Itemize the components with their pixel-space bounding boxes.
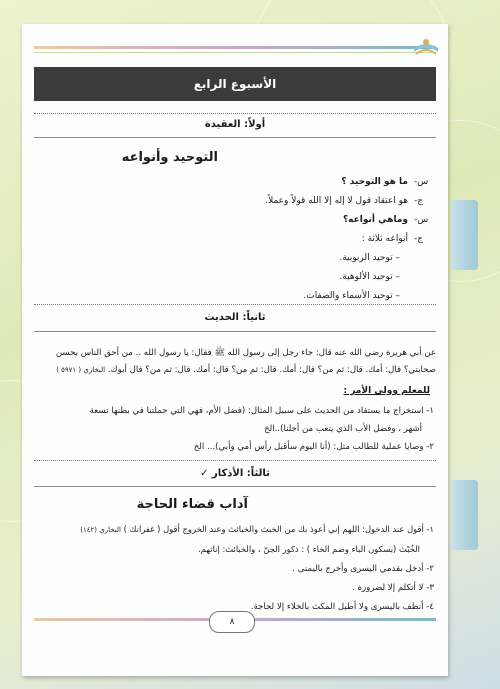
side-tab [452,200,478,270]
divider [34,460,436,462]
hadith-text: صحابتي؟ قال: أمك. قال: ثم من؟ قال: أمك. قال: ثم من؟ قال: أمك. قال: ثم من؟ قال أبوك. البخاري ( ٥٩٧١ ) [56,365,436,375]
item-reference: البخاري (١٤٢) [80,526,121,534]
heading-adab: آداب قضاء الحاجة [136,497,248,512]
answer-label: ج- [414,234,424,244]
note-title: للمعلم وولي الأمر : [343,386,430,396]
hadith-text: عن أبي هريرة رضي الله عنه قال: جاء رجل إلى رسول الله ﷺ فقال: يا رسول الله .. من أحق الناس بحسن [55,348,436,358]
section-title-adhkar: ثالثاً: الأذكار ✓ [200,468,270,479]
side-tab [452,480,478,550]
page-number: ٨ [209,611,255,633]
list-item: ٤- أنظف باليسرى ولا أطيل المكث بالخلاء إلا لحاجة. [250,602,434,612]
list-item: الخُبْث (بسكون الباء وضم الخاء ) : ذكور الجنّ ، والخبائث: إناثهم. [198,544,420,554]
question-text: وماهي أنواعه؟ [342,215,408,225]
divider [34,137,436,138]
divider [34,331,436,332]
divider [34,486,436,487]
list-item: ١- أقول عند الدخول: اللهم إني أعوذ بك من الخبث والخبائث وعند الخروج أقول ( غفرانك ) البخاري (١٤٢) [80,524,434,534]
list-item: ٣- لا أتكلم إلا لضرورة . [351,583,434,593]
book-logo-icon [412,34,440,60]
check-icon: ✓ [200,468,209,479]
question-text: ما هو التوحيد ؟ [341,177,408,187]
note-item: أشهر ، وفضل الأب الذي يتعب من أجلنا)..الخ [264,424,422,434]
note-item: ٢- وصايا عملية للطالب مثل: (أنا اليوم سأقبل رأس أمي وأبي)... الخ [193,442,434,452]
answer-text: هو اعتقاد قول لا إله إلا الله قولاً وعملاً. [265,196,408,206]
top-rule [34,46,436,49]
list-item: – توحيد الألوهية. [339,272,400,282]
answer-text: أنواعه ثلاثة : [361,234,408,244]
list-item: ٢- أدخل بقدمي اليسرى وأخرج باليمنى . [292,564,434,574]
page [22,24,448,676]
question-label: س- [414,215,429,225]
section-title-aqeedah: أولاً: العقيدة [204,119,266,130]
top-rule-thin [34,52,436,53]
answer-label: ج- [414,196,424,206]
question-label: س- [414,177,429,187]
list-item: – توحيد الربوبية. [339,253,400,263]
week-title: الأسبوع الرابع [34,67,436,101]
divider [34,113,436,115]
note-item: ١- استخراج ما يستفاد من الحديث على سبيل المثال: (فضل الأم، فهي التي حملتنا في بطنها تسعة [89,406,434,416]
divider [34,304,436,306]
list-item: – توحيد الأسماء والصفات. [303,291,400,301]
heading-tawheed: التوحيد وأنواعه [121,150,218,165]
hadith-reference: البخاري ( ٥٩٧١ ) [56,366,106,374]
section-title-hadith: ثانياً: الحديث [204,312,266,323]
